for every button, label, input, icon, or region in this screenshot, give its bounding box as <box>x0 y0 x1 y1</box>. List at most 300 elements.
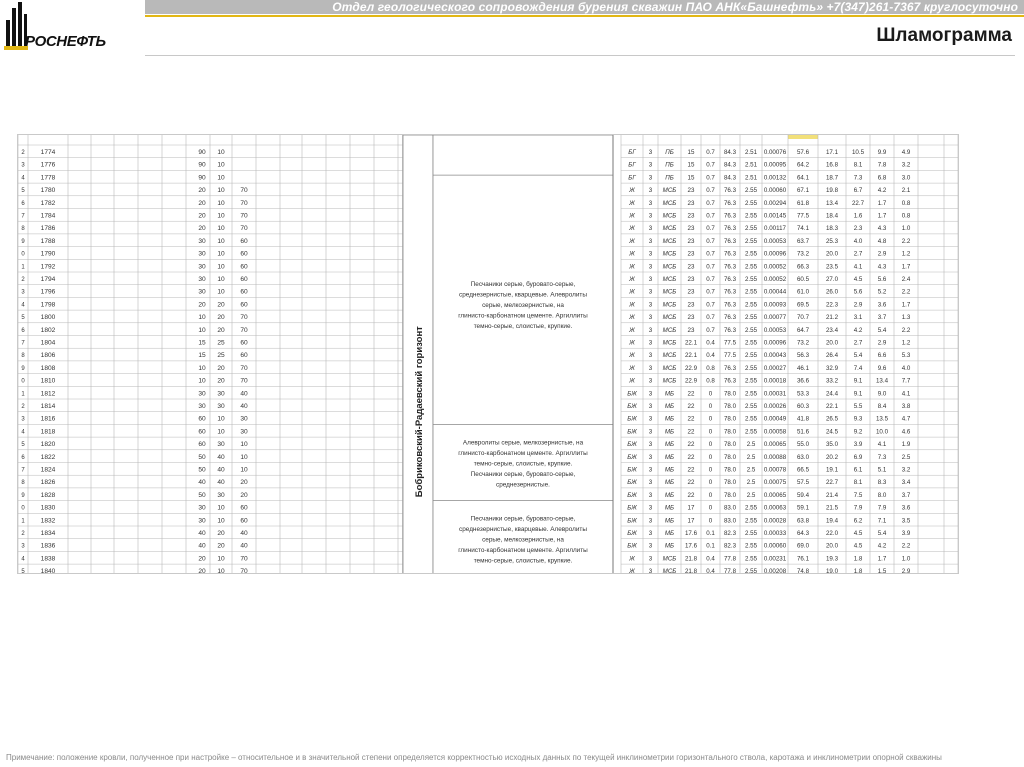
measurement-cell: 0.00027 <box>763 364 787 372</box>
row-index: 0 <box>21 505 25 512</box>
measurement-cell: 66.5 <box>796 466 810 474</box>
measurement-cell: МСБ <box>662 364 677 372</box>
measurement-cell: 22.0 <box>825 530 839 537</box>
measurement-cell: Ж <box>629 314 635 322</box>
measurement-cell: 4.1 <box>877 441 887 449</box>
depth-cell: 1782 <box>40 199 56 207</box>
lithology-percent-cell: 10 <box>198 377 206 385</box>
measurement-cell: 46.1 <box>796 364 810 372</box>
measurement-cell: 0.1 <box>706 530 715 537</box>
measurement-cell: 2.55 <box>744 250 758 258</box>
measurement-cell: 66.3 <box>796 263 810 271</box>
measurement-cell: 0.00052 <box>763 276 787 283</box>
depth-cell: 1784 <box>40 212 56 220</box>
measurement-cell: 76.3 <box>723 237 737 245</box>
measurement-cell: 78.0 <box>723 415 737 423</box>
lithology-percent-cell: 10 <box>217 415 225 423</box>
measurement-cell: 76.3 <box>723 199 737 207</box>
measurement-cell: МСБ <box>662 352 677 360</box>
measurement-cell: 3.7 <box>901 491 911 499</box>
row-index: 8 <box>21 226 25 233</box>
lithology-percent-cell: 60 <box>198 441 206 449</box>
depth-cell: 1818 <box>40 428 56 436</box>
measurement-cell: 60.5 <box>796 276 810 283</box>
measurement-cell: Ж <box>629 212 635 220</box>
measurement-cell: 5.4 <box>877 326 887 334</box>
lithology-percent-cell: 30 <box>217 491 225 499</box>
measurement-cell: 0.7 <box>706 263 715 271</box>
measurement-cell: 2.55 <box>744 504 758 512</box>
lithology-percent-cell: 40 <box>217 466 225 474</box>
measurement-cell: 2.5 <box>746 479 756 487</box>
lithology-percent-cell: 20 <box>217 542 225 550</box>
measurement-cell: 76.3 <box>723 326 737 334</box>
lithology-percent-cell: 25 <box>217 352 225 360</box>
depth-cell: 1822 <box>40 453 56 461</box>
measurement-cell: 18.3 <box>825 225 839 233</box>
measurement-cell: 3 <box>648 339 653 347</box>
measurement-cell: 0.00063 <box>763 504 787 512</box>
measurement-cell: 5.2 <box>877 288 887 296</box>
measurement-cell: 3 <box>648 250 653 258</box>
depth-cell: 1786 <box>40 225 56 233</box>
measurement-cell: 84.3 <box>723 174 737 182</box>
measurement-cell: 0.4 <box>706 339 715 347</box>
lithology-percent-cell: 10 <box>217 225 225 233</box>
lithology-percent-cell: 40 <box>240 403 248 410</box>
measurement-cell: 0.00065 <box>763 441 787 449</box>
measurement-cell: 2.55 <box>744 568 758 573</box>
depth-cell: 1814 <box>40 403 56 410</box>
measurement-cell: МБ <box>664 403 675 410</box>
measurement-cell: 8.1 <box>853 479 863 487</box>
row-index: 9 <box>21 365 25 372</box>
measurement-cell: 0.00294 <box>763 199 787 207</box>
lithology-percent-cell: 40 <box>198 542 206 550</box>
lithology-percent-cell: 60 <box>198 415 206 423</box>
measurement-cell: 2.3 <box>853 225 863 233</box>
row-index: 5 <box>21 569 25 573</box>
measurement-cell: 13.4 <box>825 199 839 207</box>
lithology-percent-cell: 20 <box>198 199 206 207</box>
lithology-percent-cell: 90 <box>198 149 206 156</box>
measurement-cell: 0 <box>708 466 713 474</box>
row-index: 1 <box>21 264 25 271</box>
measurement-cell: 77.8 <box>723 555 737 563</box>
measurement-cell: 3 <box>648 530 653 537</box>
depth-cell: 1836 <box>40 542 56 550</box>
measurement-cell: 63.0 <box>796 453 810 461</box>
measurement-cell: 0.00075 <box>763 479 787 487</box>
measurement-cell: 22.3 <box>825 301 839 309</box>
measurement-cell: 9.6 <box>877 364 887 372</box>
measurement-cell: 19.3 <box>825 555 839 563</box>
measurement-cell: 9.9 <box>877 149 887 156</box>
measurement-cell: 4.1 <box>853 263 863 271</box>
lithology-percent-cell: 70 <box>240 364 248 372</box>
measurement-cell: 56.3 <box>796 352 810 360</box>
lithology-percent-cell: 60 <box>198 428 206 436</box>
measurement-cell: 3 <box>648 466 653 474</box>
measurement-cell: 5.4 <box>853 352 863 360</box>
measurement-cell: 22 <box>687 479 695 487</box>
measurement-cell: МБ <box>664 390 675 398</box>
measurement-cell: 6.1 <box>853 466 863 474</box>
lithology-percent-cell: 60 <box>240 517 248 525</box>
lithology-percent-cell: 10 <box>217 276 225 283</box>
measurement-cell: 17.6 <box>684 530 698 537</box>
measurement-cell: МСБ <box>662 250 677 258</box>
measurement-cell: 2.5 <box>746 491 756 499</box>
measurement-cell: БЖ <box>627 491 637 499</box>
lithology-percent-cell: 50 <box>198 491 206 499</box>
lithology-percent-cell: 40 <box>217 479 225 487</box>
measurement-cell: 33.2 <box>825 377 839 385</box>
measurement-cell: 7.3 <box>877 453 887 461</box>
measurement-cell: 2.5 <box>901 453 911 461</box>
measurement-cell: 4.2 <box>877 187 887 195</box>
measurement-cell: 3.6 <box>901 504 911 512</box>
row-index: 2 <box>21 150 25 156</box>
depth-cell: 1774 <box>40 149 56 156</box>
measurement-cell: Ж <box>629 250 635 258</box>
measurement-cell: 2.7 <box>853 250 863 258</box>
measurement-cell: МБ <box>664 542 675 550</box>
lithology-percent-cell: 20 <box>198 555 206 563</box>
lithology-percent-cell: 20 <box>217 301 225 309</box>
lithology-percent-cell: 90 <box>198 161 206 169</box>
measurement-cell: БГ <box>628 174 636 182</box>
measurement-cell: 22 <box>687 491 695 499</box>
measurement-cell: БЖ <box>627 415 637 423</box>
measurement-cell: 3 <box>648 555 653 563</box>
measurement-cell: 13.4 <box>875 377 889 385</box>
measurement-cell: 0.7 <box>706 149 715 156</box>
measurement-cell: 17.6 <box>684 542 698 550</box>
measurement-cell: 17.1 <box>825 149 839 156</box>
measurement-cell: 21.4 <box>825 491 839 499</box>
depth-cell: 1796 <box>40 288 56 296</box>
measurement-cell: 0.00145 <box>763 212 787 220</box>
measurement-cell: 57.6 <box>796 149 810 156</box>
measurement-cell: 19.8 <box>825 187 839 195</box>
measurement-cell: МБ <box>664 415 675 423</box>
mudlog-spreadsheet <box>17 134 959 574</box>
lithology-percent-cell: 10 <box>217 212 225 220</box>
measurement-cell: 1.0 <box>901 555 911 563</box>
lithology-percent-cell: 10 <box>240 441 248 449</box>
measurement-cell: 0.7 <box>706 199 715 207</box>
depth-cell: 1790 <box>40 250 56 258</box>
measurement-cell: 53.3 <box>796 390 810 398</box>
lithology-percent-cell: 30 <box>217 390 225 398</box>
measurement-cell: 0.7 <box>706 225 715 233</box>
measurement-cell: МСБ <box>662 568 677 573</box>
measurement-cell: 21.8 <box>684 568 698 573</box>
measurement-cell: 78.0 <box>723 403 737 410</box>
measurement-cell: 3 <box>648 504 653 512</box>
measurement-cell: 22 <box>687 390 695 398</box>
measurement-cell: БЖ <box>627 517 637 525</box>
depth-cell: 1776 <box>40 161 56 169</box>
measurement-cell: 3 <box>648 237 653 245</box>
measurement-cell: 25.3 <box>825 237 839 245</box>
measurement-cell: 2.55 <box>744 428 758 436</box>
measurement-cell: 74.8 <box>796 568 810 573</box>
lithology-percent-cell: 70 <box>240 187 248 195</box>
lithology-percent-cell: 30 <box>240 415 248 423</box>
measurement-cell: МБ <box>664 504 675 512</box>
measurement-cell: 1.8 <box>853 568 863 573</box>
measurement-cell: 1.7 <box>877 212 887 220</box>
measurement-cell: 18.7 <box>825 174 839 182</box>
measurement-cell: 3 <box>648 199 653 207</box>
measurement-cell: 5.5 <box>853 403 863 410</box>
measurement-cell: 77.5 <box>723 339 737 347</box>
measurement-cell: 2.55 <box>744 352 758 360</box>
measurement-cell: 64.1 <box>796 174 810 182</box>
depth-cell: 1802 <box>40 326 56 334</box>
measurement-cell: 8.1 <box>853 161 863 169</box>
lithology-percent-cell: 10 <box>217 187 225 195</box>
measurement-cell: 3 <box>648 174 653 182</box>
measurement-cell: 22.9 <box>684 364 698 372</box>
row-index: 9 <box>21 238 25 245</box>
lithology-percent-cell: 30 <box>198 237 206 245</box>
measurement-cell: 76.3 <box>723 364 737 372</box>
measurement-cell: 2.2 <box>901 237 911 245</box>
lithology-percent-cell: 30 <box>198 276 206 283</box>
measurement-cell: 23 <box>687 250 695 258</box>
measurement-cell: 1.0 <box>901 225 911 233</box>
lithology-percent-cell: 20 <box>198 212 206 220</box>
measurement-cell: 1.7 <box>901 263 911 271</box>
measurement-cell: Ж <box>629 225 635 233</box>
lithology-percent-cell: 70 <box>240 377 248 385</box>
row-index: 3 <box>21 162 25 169</box>
measurement-cell: 76.3 <box>723 377 737 385</box>
measurement-cell: 76.3 <box>723 276 737 283</box>
measurement-cell: 82.3 <box>723 530 737 537</box>
measurement-cell: 0.7 <box>706 174 715 182</box>
measurement-cell: 7.1 <box>877 517 887 525</box>
measurement-cell: МСБ <box>662 377 677 385</box>
lithology-percent-cell: 10 <box>217 250 225 258</box>
lithology-percent-cell: 10 <box>198 364 206 372</box>
measurement-cell: Ж <box>629 187 635 195</box>
measurement-cell: 78.0 <box>723 491 737 499</box>
measurement-cell: 4.2 <box>877 542 887 550</box>
measurement-cell: 0.00033 <box>763 530 787 537</box>
measurement-cell: 84.3 <box>723 149 737 156</box>
measurement-cell: 2.9 <box>877 250 887 258</box>
lithology-percent-cell: 60 <box>240 288 248 296</box>
measurement-cell: 22 <box>687 466 695 474</box>
lithology-percent-cell: 50 <box>198 453 206 461</box>
measurement-cell: БЖ <box>627 428 637 436</box>
measurement-cell: 76.3 <box>723 263 737 271</box>
lithology-percent-cell: 30 <box>198 390 206 398</box>
measurement-cell: 20.2 <box>825 453 839 461</box>
measurement-cell: 23 <box>687 288 695 296</box>
measurement-cell: 18.4 <box>825 212 839 220</box>
measurement-cell: 3 <box>648 326 653 334</box>
measurement-cell: 3.0 <box>901 174 911 182</box>
lithology-percent-cell: 60 <box>240 339 248 347</box>
measurement-cell: 3 <box>648 288 653 296</box>
measurement-cell: 76.3 <box>723 187 737 195</box>
measurement-cell: 0.1 <box>706 542 715 550</box>
measurement-cell: 23 <box>687 263 695 271</box>
lithology-percent-cell: 10 <box>217 568 225 573</box>
measurement-cell: 0.00031 <box>763 390 787 398</box>
measurement-cell: 9.2 <box>853 428 863 436</box>
lithology-percent-cell: 40 <box>198 479 206 487</box>
measurement-cell: 2.55 <box>744 517 758 525</box>
measurement-cell: 78.0 <box>723 453 737 461</box>
column-highlight <box>788 135 818 139</box>
measurement-cell: 0.7 <box>706 237 715 245</box>
measurement-cell: 3 <box>648 491 653 499</box>
measurement-cell: 2.51 <box>744 161 758 169</box>
measurement-cell: 77.5 <box>796 212 810 220</box>
measurement-cell: 4.5 <box>853 542 863 550</box>
measurement-cell: 27.0 <box>825 276 839 283</box>
measurement-cell: 5.1 <box>877 466 887 474</box>
measurement-cell: 2.2 <box>901 288 911 296</box>
lithology-percent-cell: 10 <box>217 199 225 207</box>
measurement-cell: 8.0 <box>877 491 887 499</box>
measurement-cell: Ж <box>629 364 635 372</box>
measurement-cell: 0.00132 <box>763 174 787 182</box>
measurement-cell: 3.5 <box>901 517 911 525</box>
measurement-cell: 2.55 <box>744 377 758 385</box>
measurement-cell: МСБ <box>662 199 677 207</box>
lithology-percent-cell: 90 <box>198 174 206 182</box>
measurement-cell: 22 <box>687 415 695 423</box>
measurement-cell: 3 <box>648 314 653 322</box>
measurement-cell: 0.7 <box>706 276 715 283</box>
measurement-cell: 2.55 <box>744 415 758 423</box>
measurement-cell: 1.3 <box>901 314 911 322</box>
measurement-cell: 61.0 <box>796 288 810 296</box>
measurement-cell: 22.1 <box>825 403 839 410</box>
measurement-cell: 0.8 <box>901 199 911 207</box>
measurement-cell: 2.55 <box>744 390 758 398</box>
measurement-cell: 67.1 <box>796 187 810 195</box>
measurement-cell: 0.00208 <box>763 568 787 573</box>
measurement-cell: МСБ <box>662 237 677 245</box>
measurement-cell: 1.2 <box>901 250 911 258</box>
lithology-percent-cell: 40 <box>240 390 248 398</box>
measurement-cell: 2.55 <box>744 263 758 271</box>
measurement-cell: 0.7 <box>706 187 715 195</box>
measurement-cell: 0.4 <box>706 555 715 563</box>
measurement-cell: 2.55 <box>744 555 758 563</box>
depth-cell: 1806 <box>40 352 56 360</box>
measurement-cell: 0.00231 <box>763 555 787 563</box>
measurement-cell: 2.55 <box>744 314 758 322</box>
measurement-cell: 0 <box>708 491 713 499</box>
row-index: 0 <box>21 378 25 385</box>
measurement-cell: 22.9 <box>684 377 698 385</box>
measurement-cell: 1.7 <box>877 555 887 563</box>
measurement-cell: Ж <box>629 199 635 207</box>
measurement-cell: 9.1 <box>853 377 863 385</box>
measurement-cell: 2.5 <box>746 453 756 461</box>
measurement-cell: 2.55 <box>744 339 758 347</box>
measurement-cell: 0.00060 <box>763 187 787 195</box>
measurement-cell: 22 <box>687 428 695 436</box>
lithology-percent-cell: 60 <box>240 237 248 245</box>
measurement-cell: 7.3 <box>853 174 863 182</box>
lithology-percent-cell: 40 <box>217 453 225 461</box>
measurement-cell: БЖ <box>627 403 637 410</box>
measurement-cell: 22 <box>687 453 695 461</box>
measurement-cell: 59.4 <box>796 491 810 499</box>
lithology-percent-cell: 30 <box>217 441 225 449</box>
measurement-cell: 23.5 <box>825 263 839 271</box>
measurement-cell: 21.5 <box>825 504 839 512</box>
measurement-cell: 0.00078 <box>763 466 787 474</box>
lithology-percent-cell: 10 <box>240 453 248 461</box>
measurement-cell: 0 <box>708 517 713 525</box>
depth-cell: 1824 <box>40 466 56 474</box>
measurement-cell: 0.7 <box>706 288 715 296</box>
measurement-cell: 2.55 <box>744 225 758 233</box>
measurement-cell: 64.3 <box>796 530 810 537</box>
measurement-cell: 3 <box>648 542 653 550</box>
lithology-percent-cell: 10 <box>198 314 206 322</box>
measurement-cell: 0.8 <box>706 377 715 385</box>
measurement-cell: 60.3 <box>796 403 810 410</box>
measurement-cell: ПБ <box>665 149 674 156</box>
measurement-cell: 26.0 <box>825 288 839 296</box>
depth-cell: 1792 <box>40 263 56 271</box>
measurement-cell: 0.00053 <box>763 326 787 334</box>
row-index: 6 <box>21 200 25 207</box>
measurement-cell: 7.9 <box>853 504 863 512</box>
measurement-cell: 3.6 <box>877 301 887 309</box>
measurement-cell: 78.0 <box>723 441 737 449</box>
measurement-cell: БЖ <box>627 504 637 512</box>
measurement-cell: 0.00049 <box>763 415 787 423</box>
measurement-cell: 4.6 <box>901 428 911 436</box>
measurement-cell: 10.5 <box>851 149 865 156</box>
measurement-cell: 0 <box>708 415 713 423</box>
lithology-percent-cell: 60 <box>240 263 248 271</box>
depth-cell: 1812 <box>40 390 56 398</box>
lithology-percent-cell: 25 <box>217 339 225 347</box>
measurement-cell: 2.55 <box>744 187 758 195</box>
measurement-cell: 4.1 <box>901 390 911 398</box>
measurement-cell: 5.3 <box>901 352 911 360</box>
measurement-cell: 20.0 <box>825 542 839 550</box>
measurement-cell: 23 <box>687 314 695 322</box>
measurement-cell: 2.55 <box>744 199 758 207</box>
measurement-cell: 0.4 <box>706 352 715 360</box>
measurement-cell: 20.0 <box>825 250 839 258</box>
row-index: 5 <box>21 188 25 195</box>
measurement-cell: 0.7 <box>706 161 715 169</box>
measurement-cell: 4.9 <box>901 149 911 156</box>
measurement-cell: 82.3 <box>723 542 737 550</box>
measurement-cell: 16.8 <box>825 161 839 169</box>
measurement-cell: МСБ <box>662 301 677 309</box>
measurement-cell: 2.51 <box>744 174 758 182</box>
measurement-cell: Ж <box>629 555 635 563</box>
lithology-percent-cell: 10 <box>217 555 225 563</box>
